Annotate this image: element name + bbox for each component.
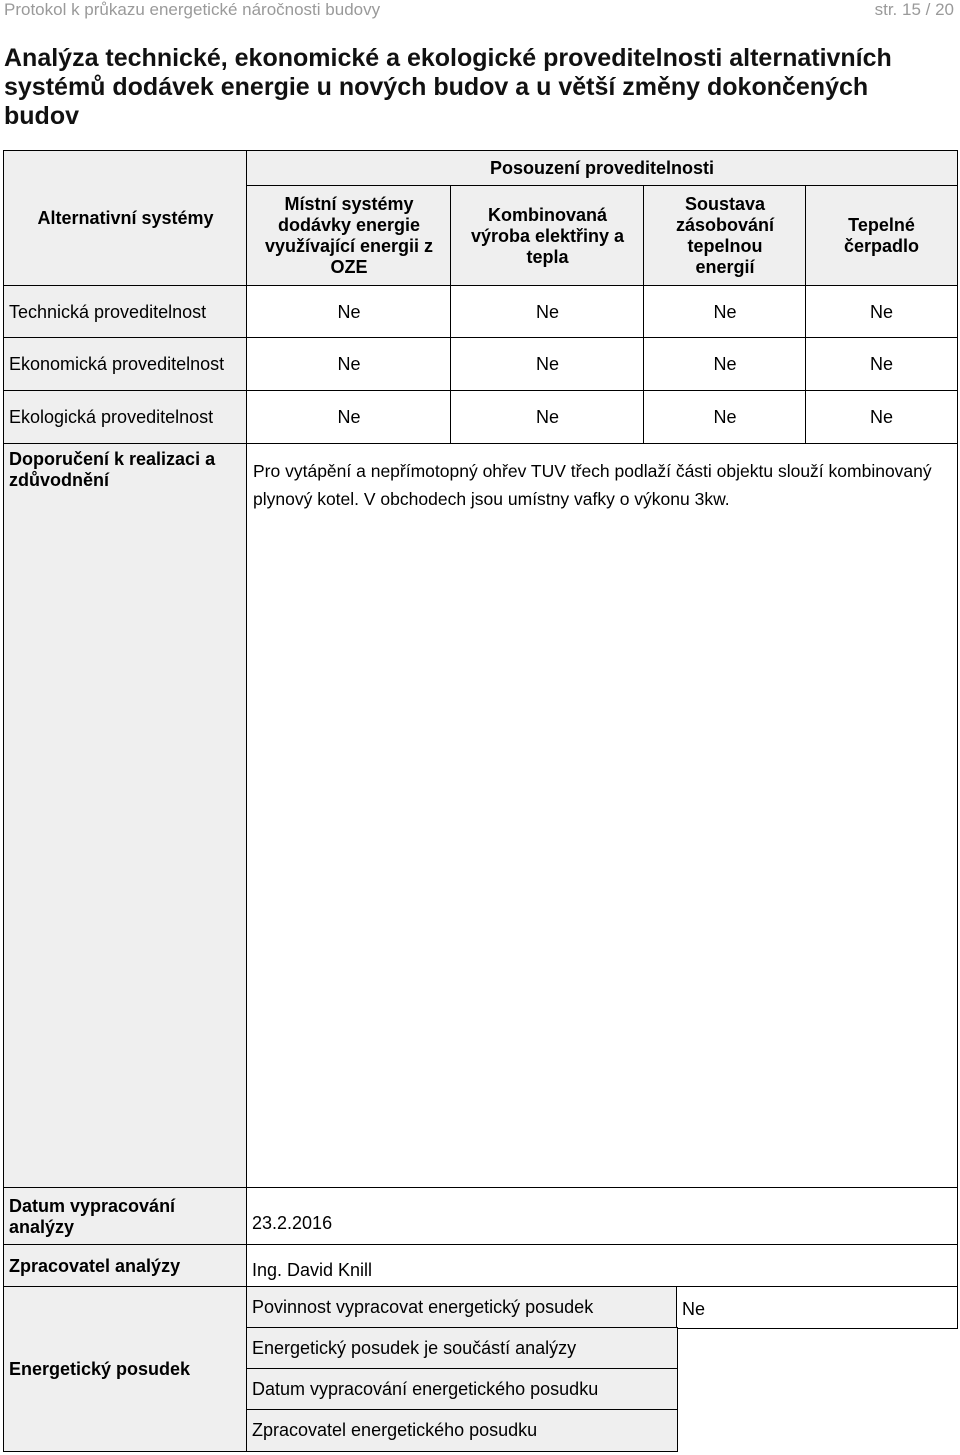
energy-report-date-label: Datum vypracování energetického posudku xyxy=(252,1379,599,1399)
column-header-heat-pump: Tepelné čerpadlo xyxy=(843,215,920,256)
value-economic-oze: Ne xyxy=(337,354,361,374)
column-header-district-heating: Soustava zásobování tepelnou energií xyxy=(675,194,775,277)
analysis-date-value: 23.2.2016 xyxy=(252,1212,333,1233)
energy-report-obligation-value: Ne xyxy=(682,1299,706,1319)
value-ecological-district-heating: Ne xyxy=(713,407,737,427)
row-label-technical: Technická proveditelnost xyxy=(9,301,207,322)
column-header-chp: Kombinovaná výroba elektřiny a tepla xyxy=(470,204,625,267)
page-number: str. 15 / 20 xyxy=(874,0,954,19)
value-ecological-chp: Ne xyxy=(535,407,559,427)
energy-report-label: Energetický posudek xyxy=(9,1358,191,1379)
row-label-ecological: Ekologická proveditelnost xyxy=(9,407,214,427)
row-label-economic: Ekonomická proveditelnost xyxy=(9,354,225,374)
value-ecological-oze: Ne xyxy=(337,407,361,427)
analysis-date-label: Datum vypracování analýzy xyxy=(9,1195,176,1237)
value-technical-oze: Ne xyxy=(337,301,361,322)
value-economic-heat-pump: Ne xyxy=(869,354,893,374)
value-technical-district-heating: Ne xyxy=(713,301,737,322)
corner-header-label: Alternativní systémy xyxy=(37,208,214,228)
section-title: Analýza technické, ekonomické a ekologické proveditelnosti alternativních systémů dodávek energie u nových budov a u větší změny dokončených budov xyxy=(4,44,892,130)
value-economic-district-heating: Ne xyxy=(713,354,737,374)
value-technical-heat-pump: Ne xyxy=(869,301,893,322)
energy-report-author-label: Zpracovatel energetického posudku xyxy=(252,1420,538,1440)
value-technical-chp: Ne xyxy=(535,301,559,322)
energy-report-part-label: Energetický posudek je součástí analýzy xyxy=(252,1338,577,1358)
energy-report-obligation-label: Povinnost vypracovat energetický posudek xyxy=(252,1297,594,1317)
analysis-author-value: Ing. David Knill xyxy=(252,1259,373,1280)
analysis-author-label: Zpracovatel analýzy xyxy=(9,1255,181,1276)
recommendation-text: Pro vytápění a nepřímotopný ohřev TUV třech podlaží části objektu slouží kombinovaný plynový kotel. V obchodech jsou umístny vafky o výkonu 3kw. xyxy=(253,461,932,509)
value-economic-chp: Ne xyxy=(535,354,559,374)
document-header-title: Protokol k průkazu energetické náročnosti budovy xyxy=(4,0,381,19)
recommendation-label: Doporučení k realizaci a zdůvodnění xyxy=(9,449,216,490)
recommendation-label-cell xyxy=(3,443,248,1189)
group-header-label: Posouzení proveditelnosti xyxy=(489,158,715,178)
column-header-oze: Místní systémy dodávky energie využívající energii z OZE xyxy=(264,194,434,277)
value-ecological-heat-pump: Ne xyxy=(869,407,893,427)
recommendation-text-cell xyxy=(246,443,958,1189)
